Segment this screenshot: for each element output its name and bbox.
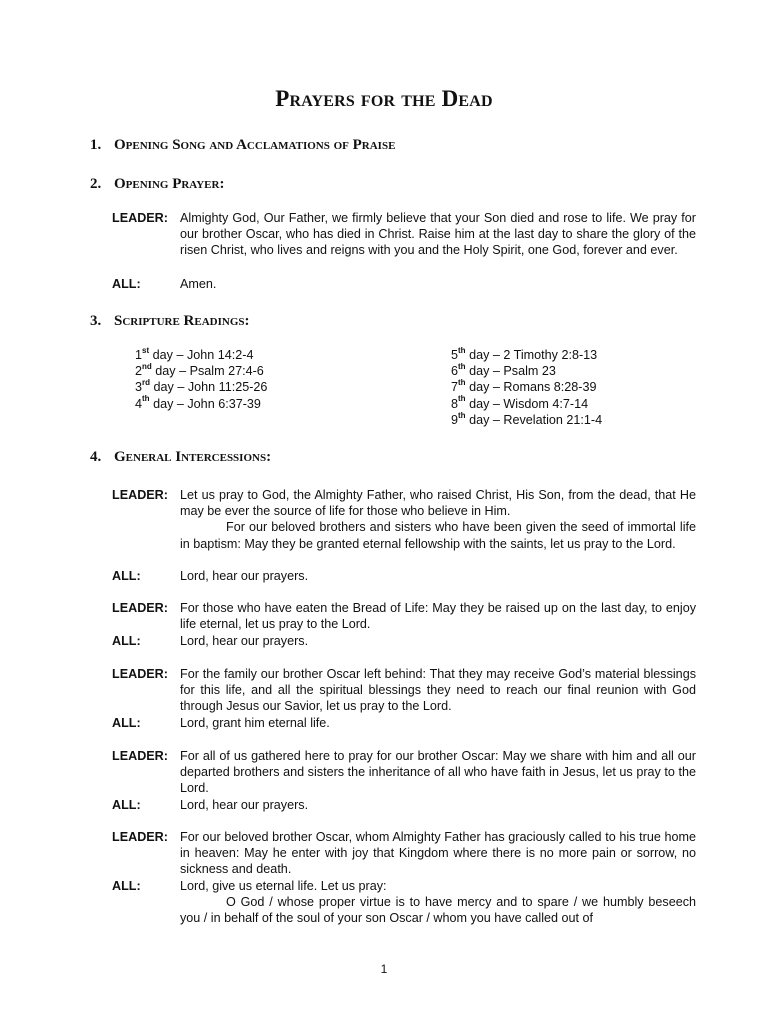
leader-label: LEADER: — [112, 667, 168, 681]
reading-item: 6th day – Psalm 23 — [451, 362, 556, 379]
intercession-response: Lord, give us eternal life. Let us pray: O God / whose proper virtue is to have mercy and to spare / we humbly beseech you / in behalf of the soul of your son Oscar / whom you have called out of — [180, 879, 696, 926]
section-heading-opening-song — [90, 137, 395, 154]
section-heading-scripture-readings — [90, 313, 250, 330]
intercession-text: For those who have eaten the Bread of Life: May they be raised up on the last day, to enjoy life eternal, let us pray to the Lord. — [180, 601, 696, 632]
all-label: ALL: — [112, 569, 141, 583]
intercession-text: For the family our brother Oscar left behind: That they may receive God’s material blessings for this life, and all the spiritual blessings they need to reach our final reunion with God through Jesus our Savior, let us pray to the Lord. — [180, 667, 696, 714]
reading-item: 1st day – John 14:2-4 — [135, 345, 254, 362]
page-number: 1 — [380, 962, 388, 976]
reading-item: 4th day – John 6:37-39 — [135, 394, 261, 411]
leader-label: LEADER: — [112, 211, 168, 225]
all-label: ALL: — [112, 798, 141, 812]
section-number: 1. — [90, 137, 102, 153]
intercession-response: Lord, grant him eternal life. — [180, 716, 330, 730]
all-label: ALL: — [112, 716, 141, 730]
reading-item: 3rd day – John 11:25-26 — [135, 378, 268, 395]
intercession-response: Lord, hear our prayers. — [180, 798, 309, 812]
section-number: 2. — [90, 176, 102, 192]
section-number: 4. — [90, 449, 102, 465]
leader-label: LEADER: — [112, 749, 168, 763]
section-heading-general-intercessions — [90, 449, 271, 466]
opening-prayer-text: Almighty God, Our Father, we firmly believe that your Son died and rose to life. We pray for our brother Oscar, who has died in Christ. Raise him at the last day to share the glory of the risen Christ, who lives and reigns with you and the Holy Spirit, one God, forever and ever. — [180, 211, 696, 258]
reading-item: 8th day – Wisdom 4:7-14 — [451, 394, 589, 411]
leader-label: LEADER: — [112, 601, 168, 615]
reading-item: 9th day – Revelation 21:1-4 — [451, 410, 603, 427]
readings-right-column — [451, 347, 602, 428]
section-number: 3. — [90, 313, 102, 329]
reading-item: 2nd day – Psalm 27:4-6 — [135, 362, 264, 379]
leader-label: LEADER: — [112, 488, 168, 502]
section-title: Opening Song and Acclamations of Praise — [114, 137, 396, 153]
all-label: ALL: — [112, 879, 141, 893]
leader-label: LEADER: — [112, 830, 168, 844]
all-label: ALL: — [112, 634, 141, 648]
section-title: Opening Prayer: — [114, 176, 225, 192]
intercession-text: For all of us gathered here to pray for our brother Oscar: May we share with him and all our departed brothers and sisters the inheritance of all who have faith in Jesus, let us pray to the Lord. — [180, 749, 696, 796]
opening-prayer-response: Amen. — [180, 277, 217, 291]
readings-left-column — [135, 347, 267, 412]
intercession-text: Let us pray to God, the Almighty Father, who raised Christ, His Son, from the dead, that He may be ever the source of life for those who believe in Him. For our beloved brothers and sisters who have been given the seed of immortal life in baptism: May they be granted eternal fellowship with the saints, let us pray to the Lord. — [180, 488, 696, 551]
all-label: ALL: — [112, 277, 141, 291]
intercession-text: For our beloved brother Oscar, whom Almighty Father has graciously called to his true home in heaven: May he enter with joy that Kingdom where there is no more pain or sorrow, no sickness and death. — [180, 830, 696, 877]
reading-item: 7th day – Romans 8:28-39 — [451, 378, 597, 395]
reading-item: 5th day – 2 Timothy 2:8-13 — [451, 345, 598, 362]
section-title: Scripture Readings: — [114, 313, 250, 329]
intercession-response: Lord, hear our prayers. — [180, 569, 309, 583]
intercession-response: Lord, hear our prayers. — [180, 634, 309, 648]
page-title: Prayers for the Dead — [275, 86, 493, 111]
section-heading-opening-prayer — [90, 176, 224, 193]
section-title: General Intercessions: — [114, 449, 272, 465]
